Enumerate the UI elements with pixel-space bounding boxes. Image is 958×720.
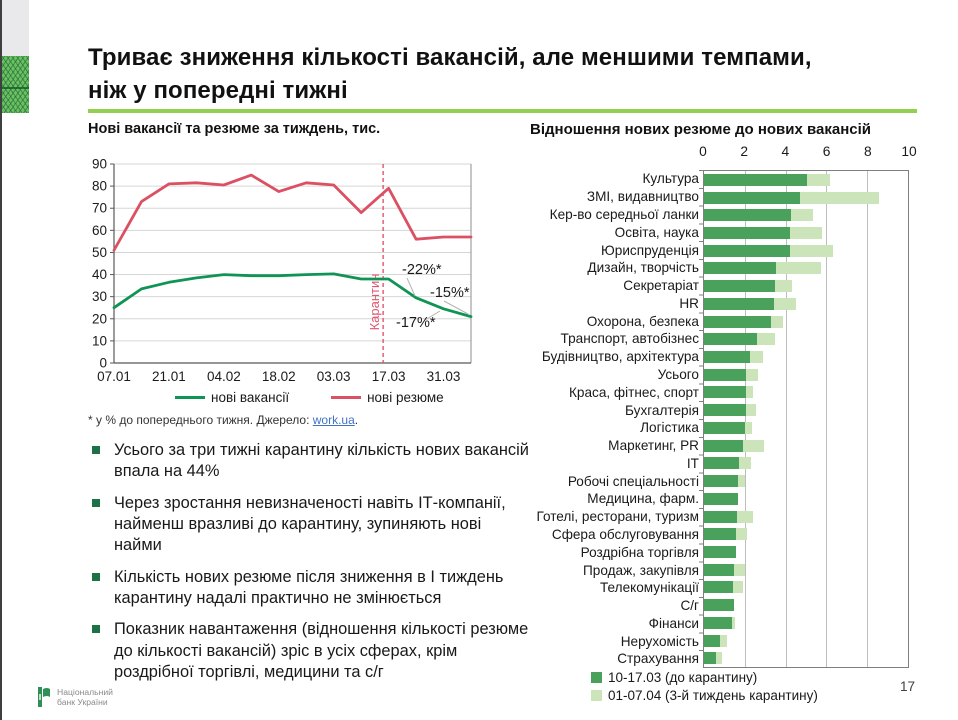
bar-pre-quarantine [704, 599, 734, 611]
bar-category-label: Медицина, фарм. [587, 491, 699, 507]
bar-row [704, 455, 908, 473]
week3-swatch [591, 690, 602, 701]
bar-row [704, 171, 908, 189]
y-tick-label: 90 [91, 156, 107, 172]
footnote [88, 413, 358, 427]
bar-row [704, 525, 908, 543]
line-chart-title: Нові вакансії та резюме за тиждень, тис. [88, 121, 381, 137]
bar-row [704, 384, 908, 402]
title-underline [88, 109, 917, 113]
bar-x-tick-label: 0 [699, 144, 707, 159]
title-line-1: Триває зниження кількості вакансій, але меншими темпами, [88, 44, 812, 71]
bar-pre-quarantine [704, 316, 771, 328]
bar-x-tick-label: 8 [863, 144, 872, 159]
bullet-square-icon [92, 625, 100, 633]
vacancies-line-swatch [175, 396, 205, 399]
bar-row [704, 295, 908, 313]
bar-category-label: Телекомунікації [599, 580, 699, 596]
logo-line-2: банк України [57, 697, 108, 707]
bar-row [704, 508, 908, 526]
bar-category-label: Роздрібна торгівля [580, 544, 699, 560]
bar-category-label: Освіта, наука [614, 224, 699, 240]
bar-row [704, 561, 908, 579]
x-tick-label: 21.01 [152, 369, 186, 384]
source-link[interactable]: work.ua [312, 413, 355, 427]
x-tick-label: 17.03 [371, 369, 406, 384]
nbu-logo [36, 686, 113, 708]
bar-x-tick-label: 2 [740, 144, 749, 159]
bar-pre-quarantine [704, 209, 791, 221]
bullet-square-icon [92, 573, 100, 581]
bar-category-label: Дизайн, творчість [587, 260, 699, 276]
y-tick-label: 70 [91, 200, 107, 216]
bar-category-label: HR [679, 295, 699, 311]
legend-label-week3: 01-07.04 (3-й тиждень карантину) [608, 688, 818, 703]
bar-chart-category-labels [520, 170, 699, 668]
bar-category-label: С/г [680, 598, 699, 614]
bar-chart-legend [591, 670, 818, 706]
legend-item-vacancies [175, 390, 289, 405]
bullet-text: Усього за три тижні карантину кількість нових вакансій впала на 44% [114, 441, 529, 481]
bar-category-label: Будівництво, архітектура [541, 349, 699, 365]
sidebar-strip-pattern [2, 56, 29, 113]
y-tick-label: 0 [99, 355, 107, 371]
bar-category-label: Усього [657, 366, 699, 382]
bar-category-label: Транспорт, автобізнес [560, 331, 699, 347]
bar-category-label: Фінанси [648, 615, 699, 631]
bar-pre-quarantine [704, 528, 736, 540]
y-tick-label: 30 [91, 289, 107, 305]
bar-category-label: Краса, фітнес, спорт [568, 384, 699, 400]
legend-label-vacancies: нові вакансії [211, 390, 290, 405]
bar-pre-quarantine [704, 298, 774, 310]
sidebar-strip-gray [2, 0, 29, 56]
y-tick-label: 40 [91, 267, 107, 283]
bar-x-tick-label: 4 [781, 144, 790, 159]
bar-category-label: Нерухомість [620, 633, 699, 649]
bar-row [704, 543, 908, 561]
bar-row [704, 401, 908, 419]
bar-x-tick-label: 6 [822, 144, 831, 159]
bar-category-label: Робочі спеціальності [567, 473, 699, 489]
nbu-logo-icon [36, 686, 51, 708]
bar-pre-quarantine [704, 581, 733, 593]
y-tick-label: 50 [91, 244, 107, 260]
bullet-item [92, 619, 530, 683]
bar-pre-quarantine [704, 404, 746, 416]
bar-row [704, 242, 908, 260]
bar-row [704, 614, 908, 632]
bar-pre-quarantine [704, 652, 716, 664]
bar-row [704, 277, 908, 295]
x-tick-label: 31.03 [426, 369, 461, 384]
bar-category-label: Охорона, безпека [586, 313, 699, 329]
bar-category-label: Готелі, ресторани, туризм [536, 509, 699, 525]
bar-row [704, 330, 908, 348]
bullet-square-icon [92, 446, 100, 454]
bar-row [704, 472, 908, 490]
bar-pre-quarantine [704, 386, 746, 398]
logo-line-1: Національний [57, 686, 113, 697]
bar-row [704, 224, 908, 242]
bullet-item [92, 493, 530, 557]
bar-category-label: Юриспруденція [601, 242, 699, 258]
bar-x-tick-label: 10 [901, 144, 917, 159]
bar-category-label: IT [686, 455, 699, 471]
x-tick-label: 07.01 [97, 369, 131, 384]
bar-category-label: Секретаріат [623, 278, 699, 294]
x-tick-label: 03.03 [316, 369, 351, 384]
bar-pre-quarantine [704, 635, 720, 647]
bar-category-label: Логістика [640, 420, 699, 436]
bar-row [704, 437, 908, 455]
y-tick-label: 80 [91, 178, 107, 194]
bar-chart-title: Відношення нових резюме до нових вакансій [530, 121, 872, 138]
bar-row [704, 206, 908, 224]
legend-label-resumes: нові резюме [367, 390, 444, 405]
bar-row [704, 579, 908, 597]
y-tick-label: 10 [91, 333, 107, 349]
bar-pre-quarantine [704, 440, 743, 452]
x-tick-label: 04.02 [206, 369, 241, 384]
bar-category-label: Культура [642, 171, 699, 187]
bar-row [704, 490, 908, 508]
bar-pre-quarantine [704, 369, 746, 381]
bar-pre-quarantine [704, 564, 734, 576]
bar-row [704, 649, 908, 667]
annotation-label: -15%* [430, 285, 470, 301]
bar-pre-quarantine [704, 174, 807, 186]
bar-chart-plot [703, 170, 909, 668]
legend-item-week3 [591, 688, 818, 703]
y-tick-label: 60 [91, 222, 107, 238]
bar-pre-quarantine [704, 617, 732, 629]
x-tick-label: 18.02 [261, 369, 296, 384]
bar-pre-quarantine [704, 457, 739, 469]
bar-pre-quarantine [704, 546, 736, 558]
page-number: 17 [900, 679, 916, 694]
series-нові вакансії [114, 274, 471, 317]
bar-row [704, 260, 908, 278]
bar-category-label: Маркетинг, PR [608, 438, 699, 454]
bar-category-label: Бухгалтерія [625, 402, 699, 418]
page-title [88, 42, 940, 107]
bar-category-label: Кер-во середньої ланки [549, 206, 699, 222]
line-chart [84, 150, 478, 390]
bar-row [704, 632, 908, 650]
bullet-item [92, 567, 530, 610]
bar-row [704, 419, 908, 437]
bullet-text: Кількість нових резюме після зниження в І тиждень карантину надалі практично не змінюється [114, 567, 504, 607]
bullet-square-icon [92, 499, 100, 507]
bar-row [704, 313, 908, 331]
bar-pre-quarantine [704, 192, 800, 204]
bar-pre-quarantine [704, 280, 775, 292]
bullet-text: Показник навантаження (відношення кількості резюме до кількості вакансій) зріс в усіх сферах, крім роздрібної торгівлі, медицини та с/г [114, 620, 529, 681]
footnote-suffix: . [354, 413, 359, 427]
bar-chart-x-axis [699, 144, 917, 160]
legend-label-pre-quarantine: 10-17.03 (до карантину) [608, 670, 758, 685]
bar-pre-quarantine [704, 351, 750, 363]
bar-row [704, 189, 908, 207]
bar-row [704, 366, 908, 384]
bullet-item [92, 440, 530, 483]
bar-row [704, 596, 908, 614]
resumes-line-swatch [331, 396, 361, 399]
line-chart-legend [175, 390, 444, 405]
bar-category-label: ЗМІ, видавництво [586, 189, 699, 205]
bar-category-label: Продаж, закупівля [582, 562, 699, 578]
quarantine-label: Карантин [367, 273, 383, 331]
nbu-logo-text [57, 687, 113, 707]
bar-pre-quarantine [704, 475, 738, 487]
footnote-prefix: * у % до попереднього тижня. Джерело: [88, 413, 313, 427]
bar-pre-quarantine [704, 422, 745, 434]
bullet-list [92, 440, 530, 693]
annotation-label: -17%* [396, 315, 436, 331]
bar-pre-quarantine [704, 262, 776, 274]
y-tick-label: 20 [91, 311, 107, 327]
annotation-label: -22%* [402, 262, 442, 278]
bar-pre-quarantine [704, 245, 790, 257]
bar-row [704, 348, 908, 366]
bar-pre-quarantine [704, 333, 757, 345]
bar-pre-quarantine [704, 493, 738, 505]
bar-pre-quarantine [704, 227, 790, 239]
bar-pre-quarantine [704, 511, 737, 523]
legend-item-pre-quarantine [591, 670, 818, 685]
bullet-text: Через зростання невизначеності навіть ІТ-компанії, найменш вразливі до карантину, зупиняють нові найми [114, 493, 506, 555]
pre-quarantine-swatch [591, 672, 602, 683]
title-line-2: ніж у попередні тижні [88, 76, 348, 104]
bar-category-label: Страхування [617, 651, 699, 667]
bar-category-label: Сфера обслуговування [551, 527, 699, 543]
legend-item-resumes [331, 390, 444, 405]
